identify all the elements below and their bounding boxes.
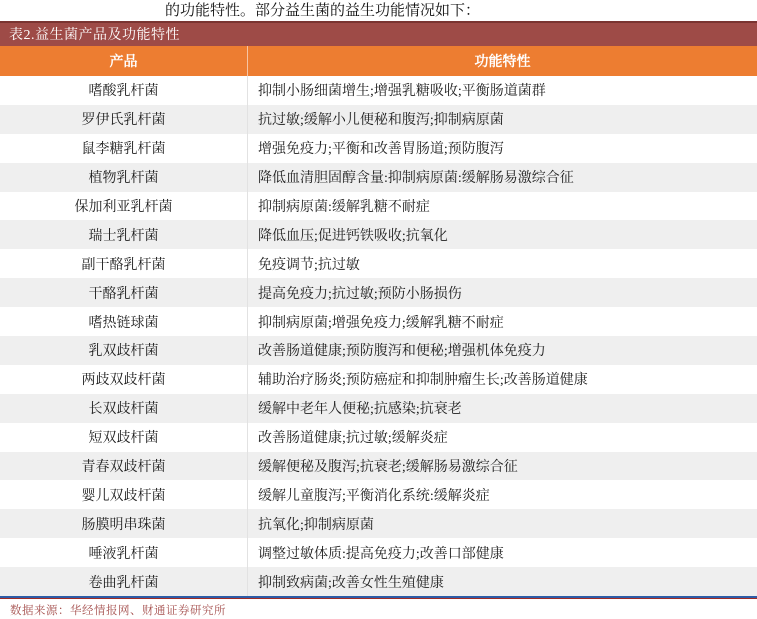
function-cell: 降低血压;促进钙铁吸收;抗氧化	[258, 228, 448, 244]
table-row	[0, 249, 757, 278]
product-cell: 卷曲乳杆菌	[0, 567, 248, 596]
column-header-product: 产品	[0, 46, 248, 76]
intro-text: 的功能特性。部分益生菌的益生功能情况如下：	[165, 3, 481, 19]
table-header-row	[0, 46, 757, 76]
table-row	[0, 192, 757, 221]
product-cell: 罗伊氏乳杆菌	[0, 105, 248, 134]
function-cell: 辅助治疗肠炎;预防癌症和抑制肿瘤生长;改善肠道健康	[258, 373, 588, 389]
probiotics-table	[0, 21, 757, 599]
product-cell: 乳双歧杆菌	[0, 336, 248, 365]
function-cell: 改善肠道健康;抗过敏;缓解炎症	[258, 431, 448, 447]
function-cell: 缓解便秘及腹泻;抗衰老;缓解肠易激综合征	[258, 460, 518, 476]
table-row	[0, 76, 757, 105]
table-row	[0, 452, 757, 481]
function-cell: 抑制病原菌;增强免疫力;缓解乳糖不耐症	[258, 315, 504, 331]
table-body	[0, 76, 757, 596]
table-row	[0, 307, 757, 336]
table-row	[0, 365, 757, 394]
product-cell: 鼠李糖乳杆菌	[0, 134, 248, 163]
product-cell: 肠膜明串珠菌	[0, 509, 248, 538]
product-cell: 保加利亚乳杆菌	[0, 192, 248, 221]
product-cell: 两歧双歧杆菌	[0, 365, 248, 394]
table-row	[0, 394, 757, 423]
data-source-text: 数据来源：华经情报网、财通证券研究所	[10, 605, 226, 618]
function-cell: 免疫调节;抗过敏	[258, 257, 360, 273]
table-row	[0, 480, 757, 509]
function-cell: 降低血清胆固醇含量:抑制病原菌:缓解肠易激综合征	[258, 171, 574, 187]
function-cell: 抗氧化;抑制病原菌	[258, 517, 374, 533]
product-cell: 长双歧杆菌	[0, 394, 248, 423]
product-cell: 唾液乳杆菌	[0, 538, 248, 567]
product-cell: 嗜酸乳杆菌	[0, 76, 248, 105]
product-cell: 干酪乳杆菌	[0, 278, 248, 307]
product-cell: 婴儿双歧杆菌	[0, 480, 248, 509]
table-row	[0, 567, 757, 596]
table-row	[0, 163, 757, 192]
product-cell: 短双歧杆菌	[0, 423, 248, 452]
function-cell: 增强免疫力;平衡和改善胃肠道;预防腹泻	[258, 142, 504, 158]
function-cell: 调整过敏体质:提高免疫力;改善口部健康	[258, 546, 504, 562]
function-cell: 缓解中老年人便秘;抗感染;抗衰老	[258, 402, 462, 418]
table-row	[0, 105, 757, 134]
table-row	[0, 423, 757, 452]
product-cell: 嗜热链球菌	[0, 307, 248, 336]
table-bottom-border-red	[0, 598, 757, 599]
table-row	[0, 220, 757, 249]
table-title: 表2.益生菌产品及功能特性	[0, 21, 757, 46]
table-row	[0, 336, 757, 365]
function-cell: 提高免疫力;抗过敏;预防小肠损伤	[258, 286, 462, 302]
table-row	[0, 538, 757, 567]
column-header-function: 功能特性	[474, 55, 531, 70]
function-cell: 缓解儿童腹泻;平衡消化系统:缓解炎症	[258, 488, 490, 504]
table-row	[0, 134, 757, 163]
table-row	[0, 278, 757, 307]
function-cell: 改善肠道健康;预防腹泻和便秘;增强机体免疫力	[258, 344, 546, 360]
function-cell: 抑制小肠细菌增生;增强乳糖吸收;平衡肠道菌群	[258, 84, 546, 100]
product-cell: 植物乳杆菌	[0, 163, 248, 192]
table-row	[0, 509, 757, 538]
product-cell: 副干酪乳杆菌	[0, 249, 248, 278]
function-cell: 抗过敏;缓解小儿便秘和腹泻;抑制病原菌	[258, 113, 504, 129]
function-cell: 抑制致病菌;改善女性生殖健康	[258, 575, 444, 591]
function-cell: 抑制病原菌:缓解乳糖不耐症	[258, 200, 430, 215]
product-cell: 青春双歧杆菌	[0, 452, 248, 481]
product-cell: 瑞士乳杆菌	[0, 220, 248, 249]
